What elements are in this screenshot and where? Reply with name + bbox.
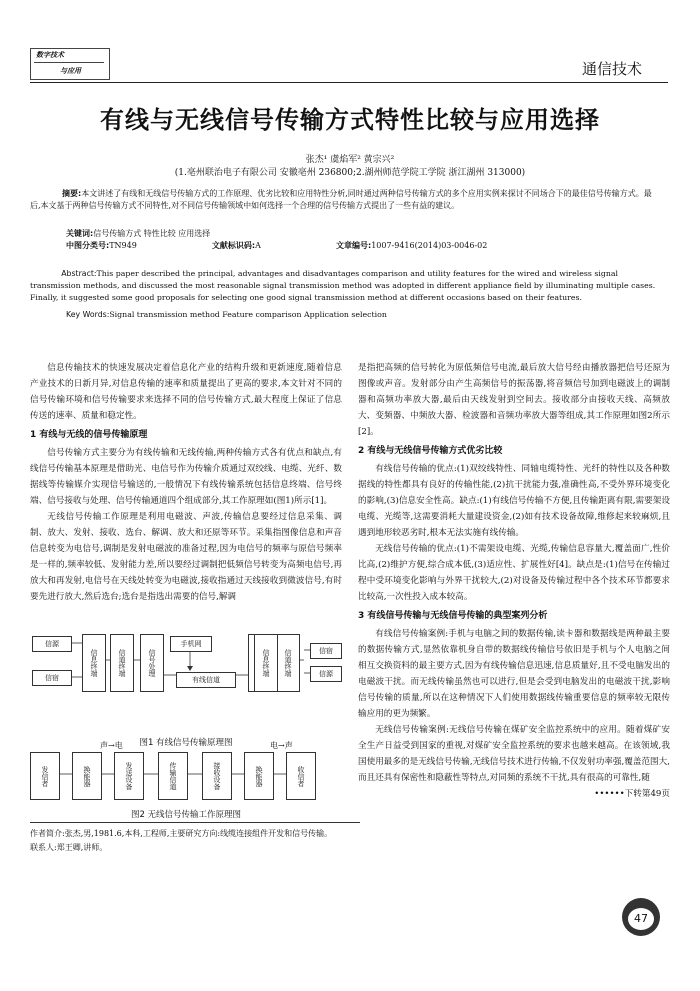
journal-logo [30, 48, 110, 80]
section-3-paragraph-2: 无线信号传输案例:无线信号传输在煤矿安全监控系统中的应用。随着煤矿安全生产日益受到国家的重视,对煤矿安全监控系统的要求也越来越高。在该领域,我国使用最多的是无线信号传输,无线信号技术进行传输,不仅发射功率强,覆盖范围大,而且还具有保密性和隐蔽性等特点,对同频的系统不干扰,具有很高的可靠性,随 [358, 725, 670, 783]
fig1-channel-terminal-right: 信道终端 [276, 634, 300, 692]
fig1-sink-right: 信宿 [310, 643, 342, 659]
page-number-badge [622, 898, 660, 936]
article-no-label: 文章编号: [335, 241, 372, 250]
abstract-cn [30, 188, 662, 212]
fig1-switch: 手机网 [170, 636, 212, 652]
figure-2 [30, 742, 342, 802]
keywords-en-label: Key Words: [66, 310, 110, 319]
footnote-rule [30, 822, 360, 823]
fig2-transducer-left: 换能器 [72, 752, 102, 800]
right-paragraph-0: 是指把高频的信号转化为原低频信号电流,最后放大信号经由播放器把信号还原为图像或声音。发射部分由产生高频信号的振荡器,将音频信号加到电磁波上的调制器和高频功率放大器,最后由天线发射到空间去。接收部分由接收天线、高频放大、变频器、中频放大器、检波器和音频功率放大器等组成,其工作原理如图2所示[2]。 [358, 363, 670, 437]
section-3-heading: 3 有线信号传输与无线信号传输的典型案列分析 [358, 611, 548, 621]
fig2-channel: 传输信道 [158, 752, 188, 800]
fig1-source-right: 信源 [310, 666, 342, 682]
section-1-paragraph-2: 无线信号传输工作原理是利用电磁波、声波,传输信息要经过信息采集、调制、放大、发射、接收、选台、解调、放大和还原等环节。采集指图像信息和声音信息转变为电信号,调制是发射电磁波的准备过程,因为电信号的频率与原信号频率是一样的,频率较低、发射能力差,所以要经过调制把低频信号转变为高频电信号,再放大和再发射,电信号在天线处转变为电磁波,接收指通过天线接收到微波信号,有时要先进行放大,然后选台;选台是指选出需要的信号,解调 [30, 512, 342, 602]
fig1-source-left: 信源 [32, 636, 72, 652]
continued-note: ••••••下转第49页 [594, 789, 670, 799]
abstract-en-label: Abstract: [61, 269, 97, 278]
meta-line [66, 240, 666, 252]
doc-code-value: A [255, 241, 261, 250]
fig1-sink-left: 信宿 [32, 670, 72, 686]
affiliation: (1.亳州联治电子有限公司 安徽亳州 236800;2.湖州师范学院工学院 浙江湖州 313000) [174, 168, 526, 178]
fig1-info-terminal-left: 信息终端 [82, 634, 106, 692]
section-2-heading: 2 有线与无线信号传输方式优劣比较 [358, 446, 503, 456]
section-1-paragraph-1: 信号传输方式主要分为有线传输和无线传输,两种传输方式各有优点和缺点,有线信号传输基本原理是借助光、电信号作为传输介质通过双绞线、电缆、光纤、数据线等传输媒介实现信号输送的,一般情况下有线传输系统包括信息终端、信号终端、信号接收与处理、信号传输通道四个组成部分,其工作原理如(图1)所示[1]。 [30, 448, 342, 506]
authors: 张杰¹ 虞焰军² 黄宗兴² [305, 155, 395, 165]
fig1-channel-terminal-left: 信道终端 [110, 634, 134, 692]
fig2-label-right: 电→声 [270, 741, 293, 750]
keywords-cn-label: 关键词: [66, 229, 94, 238]
figure-2-caption-text: 图2 无线信号传输工作原理图 [130, 810, 242, 820]
section-3-paragraph-1: 有线信号传输案例:手机与电脑之间的数据传输,读卡器和数据线是两种最主要的数据传输方式,显然依靠机身自带的数据线传输信号依旧是手机与个人电脑之间相互交换资料的最主要方式,因为有线传输信息迅速,信息质量好,且不受电脑发出的电磁波干扰。而无线传输虽然也可以进行,但是会受到电脑发出的电磁波干扰,影响信号传输的质量,所以在这种情况下人们使用数据线传输重要信息的频率较无限传输应用的更为频繁。 [358, 629, 670, 719]
keywords-cn [66, 228, 666, 240]
fig1-wired-channel: 有线信道 [176, 672, 236, 688]
section-1-heading: 1 有线与无线的信号传输原理 [30, 430, 148, 440]
figure-1 [30, 630, 342, 758]
section-2-paragraph-1: 有线信号传输的优点:(1)双绞线特性、同轴电缆特性、光纤的特性以及各种数据线的特性都具有良好的传输性能,(2)抗干扰能力强,准确性高,不受外界环境变化的影响,(3)信息安全性高。缺点:(1)有线信号传输不方便,且传输距离有限,需要架设电缆、光缆等,这需要消耗大量建设资金,(2)如有技术设备故障,维修起来较麻烦,且遇到地形较恶劣时,根本无法实施有线传输。 [358, 464, 670, 538]
section-label: 通信技术 [581, 60, 642, 78]
article-no-value: 1007-9416(2014)03-0046-02 [371, 241, 488, 250]
fig2-sender: 发信者 [30, 752, 60, 800]
intro-paragraph: 信息传输技术的快速发展决定着信息化产业的结构升级和更新速度,随着信息产业技术的日新月异,对信息传输的速率和质量提出了更高的要求,本文针对不同的信号传输环境和信号传输要求来选择不同的信号传输方式,最大程度上保证了信息传送的速率、质量和稳定性。 [30, 363, 342, 421]
clc-value: TN949 [109, 241, 137, 250]
figure-1-caption: 图1 有线信号传输原理图 [139, 738, 233, 748]
journal-logo-line2: 与应用 [60, 66, 81, 75]
doc-code-label: 文献标识码: [211, 241, 256, 250]
left-column [30, 360, 342, 605]
fig2-transducer-right: 换能器 [244, 752, 274, 800]
abstract-cn-label: 摘要: [62, 189, 82, 198]
paper-title: 有线与无线信号传输方式特性比较与应用选择 [100, 105, 600, 134]
page-number: 47 [628, 908, 654, 930]
fig2-label-left: 声→电 [100, 741, 123, 750]
fig2-receiver: 接收设备 [202, 752, 232, 800]
keywords-en-text: Signal transmission method Feature comparison Application selection [109, 310, 387, 319]
right-column [358, 360, 670, 802]
keywords-en [66, 309, 666, 321]
header-rule [30, 82, 668, 83]
fig2-transmitter: 发送设备 [114, 752, 144, 800]
footnote-author: 作者简介:张杰,男,1981.6,本科,工程师,主要研究方向:线缆连接组件开发和信号传输。 [30, 829, 333, 838]
footnote-contact: 联系人:郑王卿,讲师。 [30, 843, 108, 852]
fig1-signal-processing-left: 信号处理 [140, 634, 164, 692]
abstract-en [30, 268, 662, 304]
abstract-cn-text: 本文讲述了有线和无线信号传输方式的工作原理、优劣比较和应用特性分析,同时通过两种信号传输方式的多个应用实例来探讨不同场合下的最佳信号传输方式。最后,本文基于两种信号传输方式不同特性,对不同信号传输领域中如何选择一个合理的信号传输方式提出了一些有益的建议。 [30, 189, 652, 210]
section-2-paragraph-2: 无线信号传输的优点:(1)不需架设电缆、光缆,传输信息容量大,覆盖面广,性价比高,(2)维护方便,综合成本低,(3)适应性、扩展性好[4]。缺点是:(1)信号在传输过程中受环境变化影响与外界干扰较大,(2)对设备及传输过程中各个技术环节都要求比较高,一次性投入成本较高。 [358, 544, 670, 602]
journal-logo-line1: 数字技术 [36, 50, 64, 59]
fig1-info-terminal-right-box: 信息终端 [254, 634, 278, 692]
keywords-cn-text: 信号传输方式 特性比较 应用选择 [93, 229, 211, 238]
fig2-recipient: 收信者 [286, 752, 316, 800]
clc-label: 中图分类号: [66, 241, 110, 250]
abstract-en-text: This paper described the principal, advantages and disadvantages comparison and utility features for the wired and wireless signal transmission methods, and discussed the most reasonable signal transmission method was adopted in different appliance field by illuminating multiple cases. Finally, it suggested some good proposals for selecting one good signal transmission method at different occasions based on their features. [30, 269, 656, 302]
